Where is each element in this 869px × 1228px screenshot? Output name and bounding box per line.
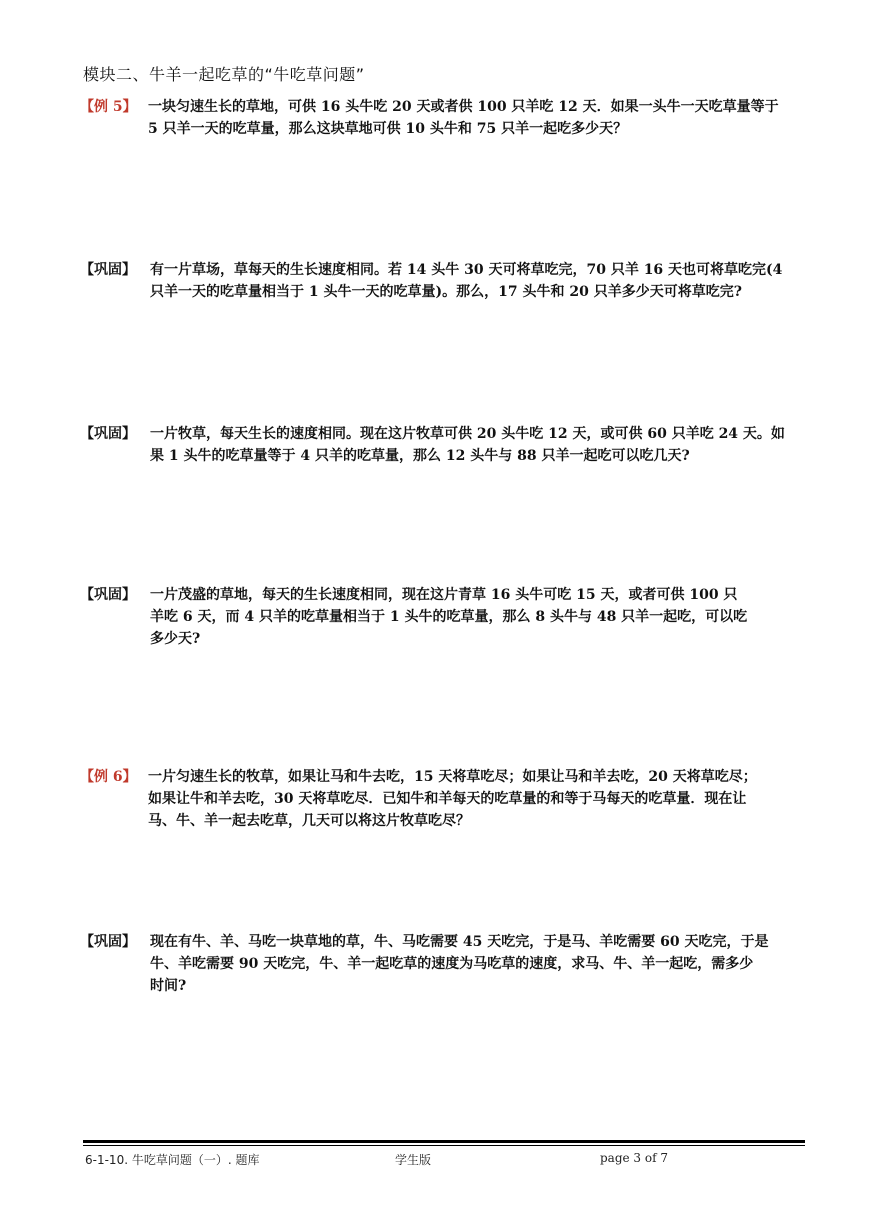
- footer-edition: 学生版: [395, 1153, 432, 1167]
- footer-doc-title: 6-1-10. 牛吃草问题（一）. 题库: [85, 1153, 260, 1167]
- problem-line: 现在有牛、羊、马吃一块草地的草，牛、马吃需要 45 天吃完，于是马、羊吃需要 60 天吃完，于是: [150, 934, 769, 950]
- problem-tag: 【例 6】: [80, 769, 137, 785]
- problem-example-6: [80, 766, 808, 832]
- problem-line: 5 只羊一天的吃草量，那么这块草地可供 10 头牛和 75 只羊一起吃多少天？: [148, 121, 628, 137]
- problem-line: 羊吃 6 天，而 4 只羊的吃草量相当于 1 头牛的吃草量，那么 8 头牛与 48 只羊一起吃，可以吃: [150, 609, 748, 625]
- problem-line: 一片匀速生长的牧草，如果让马和牛去吃，15 天将草吃尽；如果让马和羊去吃，20 天将草吃尽；: [148, 769, 757, 785]
- problem-line: 马、牛、羊一起去吃草，几天可以将这片牧草吃尽？: [148, 813, 470, 829]
- problem-tag: 【巩固】: [80, 934, 136, 950]
- problem-line: 果 1 头牛的吃草量等于 4 只羊的吃草量，那么 12 头牛与 88 只羊一起吃可以吃几天?: [150, 448, 690, 464]
- problem-example-5: [80, 96, 808, 140]
- footer-rule: [83, 1145, 805, 1146]
- problem-practice-3: [80, 584, 808, 650]
- problem-tag: 【巩固】: [80, 587, 136, 603]
- problem-tag: 【巩固】: [80, 426, 136, 442]
- section-title: 模块二、牛羊一起吃草的“牛吃草问题”: [83, 65, 365, 84]
- problem-text: [150, 584, 808, 650]
- problem-line: 如果让牛和羊去吃，30 天将草吃尽．已知牛和羊每天的吃草量的和等于马每天的吃草量．现在让: [148, 791, 747, 807]
- problem-line: 一片茂盛的草地，每天的生长速度相同，现在这片青草 16 头牛可吃 15 天，或者可供 100 只: [150, 587, 738, 603]
- problem-line: 一块匀速生长的草地，可供 16 头牛吃 20 天或者供 100 只羊吃 12 天．如果一头牛一天吃草量等于: [148, 99, 779, 115]
- problem-line: 时间?: [150, 978, 187, 994]
- problem-practice-4: [80, 931, 808, 997]
- problem-line: 多少天?: [150, 631, 201, 647]
- problem-line: 有一片草场，草每天的生长速度相同。若 14 头牛 30 天可将草吃完，70 只羊 16 天也可将草吃完(4: [150, 262, 783, 278]
- problem-text: [148, 766, 808, 832]
- footer-page-number: page 3 of 7: [600, 1151, 668, 1165]
- problem-line: 只羊一天的吃草量相当于 1 头牛一天的吃草量)。那么，17 头牛和 20 只羊多少天可将草吃完?: [150, 284, 742, 300]
- problem-line: 一片牧草，每天生长的速度相同。现在这片牧草可供 20 头牛吃 12 天，或可供 60 只羊吃 24 天。如: [150, 426, 785, 442]
- problem-text: [150, 259, 808, 303]
- problem-line: 牛、羊吃需要 90 天吃完，牛、羊一起吃草的速度为马吃草的速度，求马、牛、羊一起吃，需多少: [150, 956, 754, 972]
- problem-tag: 【巩固】: [80, 262, 136, 278]
- footer-rule: [83, 1140, 805, 1143]
- problem-text: [150, 931, 808, 997]
- problem-practice-1: [80, 259, 808, 303]
- problem-tag: 【例 5】: [80, 99, 137, 115]
- problem-practice-2: [80, 423, 808, 467]
- problem-text: [150, 423, 808, 467]
- problem-text: [148, 96, 808, 140]
